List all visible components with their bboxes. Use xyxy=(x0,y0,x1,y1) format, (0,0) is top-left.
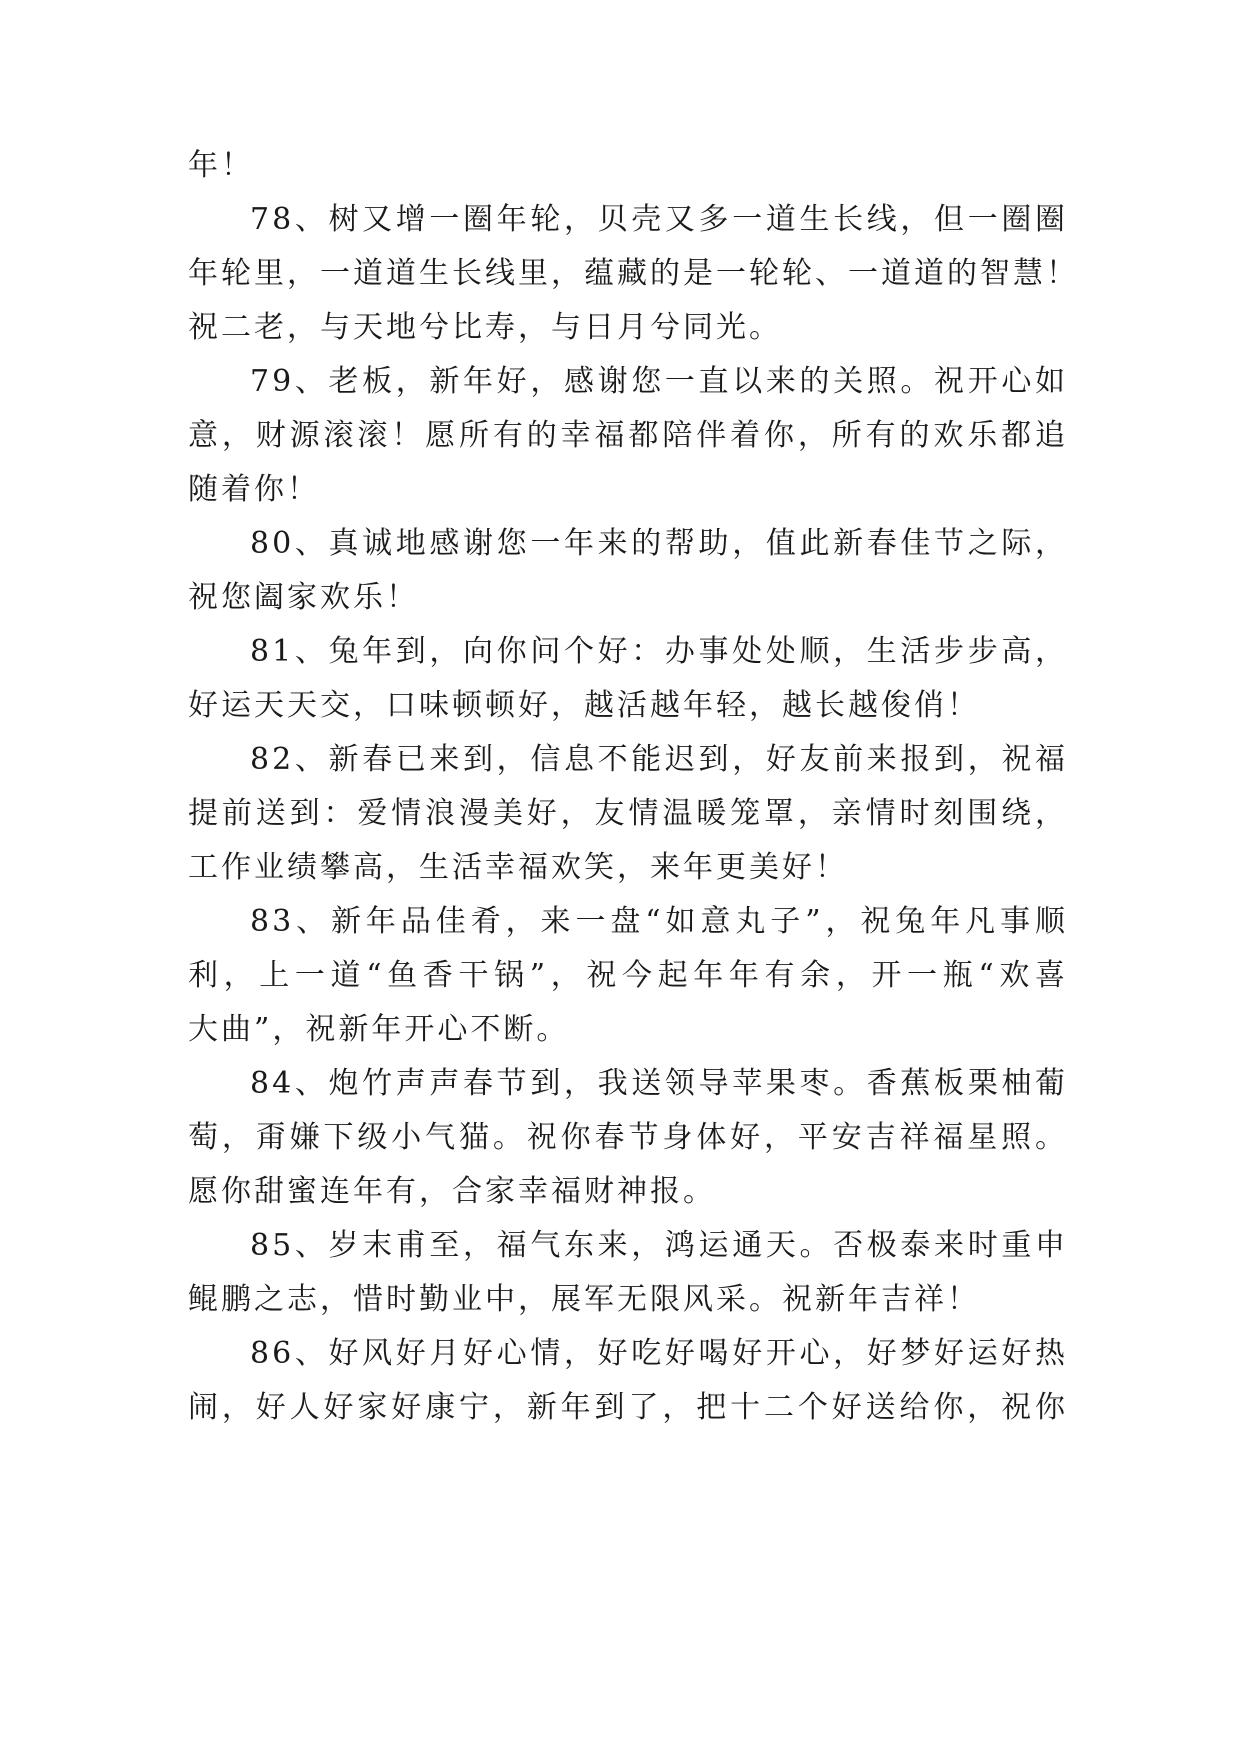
paragraph-80-line-2: 祝您阖家欢乐！ xyxy=(188,580,419,615)
paragraph-82-line-1: 82、新春已来到，信息不能迟到，好友前来报到，祝福 xyxy=(250,742,1068,777)
paragraph-78-line-1: 78、树又增一圈年轮，贝壳又多一道生长线，但一圈圈 xyxy=(250,202,1068,237)
paragraph-84-line-2: 萄，甭嫌下级小气猫。祝你春节身体好，平安吉祥福星照。 xyxy=(188,1120,1068,1155)
paragraph-86-line-2: 闹，好人好家好康宁，新年到了，把十二个好送给你，祝你 xyxy=(188,1390,1068,1425)
paragraph-81-line-2: 好运天天交，口味顿顿好，越活越年轻，越长越俊俏！ xyxy=(188,688,980,723)
paragraph-85-line-2: 鲲鹏之志，惜时勤业中，展军无限风采。祝新年吉祥！ xyxy=(188,1282,980,1317)
paragraph-79-line-1: 79、老板，新年好，感谢您一直以来的关照。祝开心如 xyxy=(250,364,1068,399)
paragraph-86-line-1: 86、好风好月好心情，好吃好喝好开心，好梦好运好热 xyxy=(250,1336,1068,1371)
paragraph-84-line-3: 愿你甜蜜连年有，合家幸福财神报。 xyxy=(188,1174,716,1209)
paragraph-80-line-1: 80、真诚地感谢您一年来的帮助，值此新春佳节之际， xyxy=(250,526,1068,561)
paragraph-82-line-3: 工作业绩攀高，生活幸福欢笑，来年更美好！ xyxy=(188,850,848,885)
paragraph-78-line-3: 祝二老，与天地兮比寿，与日月兮同光。 xyxy=(188,310,782,345)
paragraph-81-line-1: 81、兔年到，向你问个好：办事处处顺，生活步步高， xyxy=(250,634,1068,669)
paragraph-83-line-2: 利，上一道“鱼香干锅”，祝今起年年有余，开一瓶“欢喜 xyxy=(188,958,1068,993)
text-line: 年！ xyxy=(188,148,254,183)
paragraph-79-line-3: 随着你！ xyxy=(188,472,320,507)
paragraph-79-line-2: 意，财源滚滚！愿所有的幸福都陪伴着你，所有的欢乐都追 xyxy=(188,418,1068,453)
paragraph-84-line-1: 84、炮竹声声春节到，我送领导苹果枣。香蕉板栗柚葡 xyxy=(250,1066,1068,1101)
paragraph-82-line-2: 提前送到：爱情浪漫美好，友情温暖笼罩，亲情时刻围绕， xyxy=(188,796,1068,831)
paragraph-83-line-3: 大曲”，祝新年开心不断。 xyxy=(188,1012,570,1047)
paragraph-85-line-1: 85、岁末甫至，福气东来，鸿运通天。否极泰来时重申 xyxy=(250,1228,1068,1263)
paragraph-78-line-2: 年轮里，一道道生长线里，蕴藏的是一轮轮、一道道的智慧！ xyxy=(188,256,1079,291)
paragraph-83-line-1: 83、新年品佳肴，来一盘“如意丸子”，祝兔年凡事顺 xyxy=(250,904,1068,939)
